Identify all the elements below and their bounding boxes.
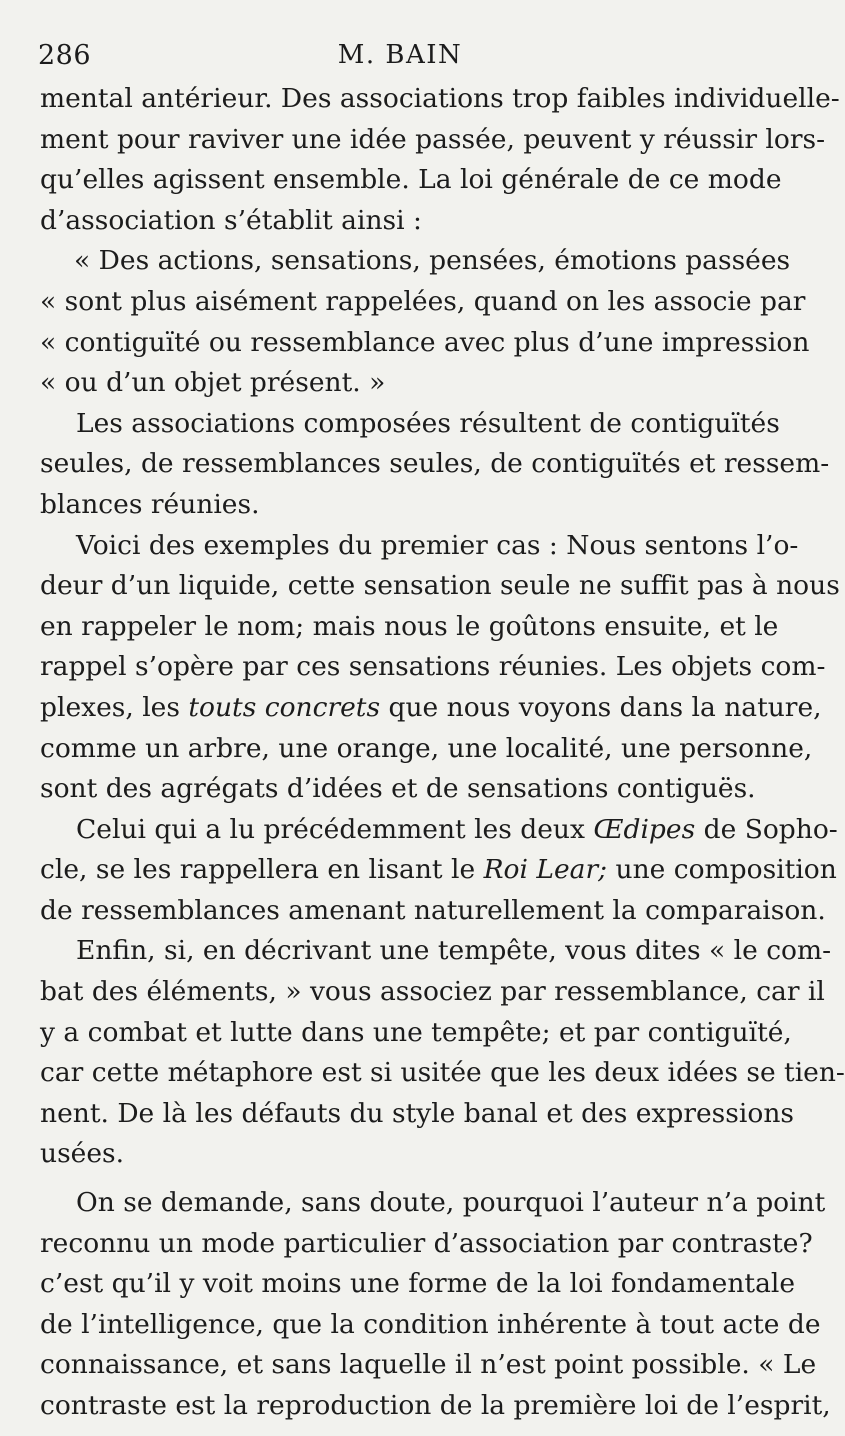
body-text [40, 79, 845, 1427]
text-segment: Celui qui a lu précédemment les deux [76, 813, 585, 845]
text-line: de ressemblances amenant naturellement la comparaison. [40, 894, 826, 926]
text-line: blances réunies. [40, 488, 260, 520]
text-line: en rappeler le nom; mais nous le goûtons ensuite, et le [40, 610, 779, 642]
text-line [40, 688, 822, 729]
text-line: On se demande, sans doute, pourquoi l’auteur n’a point [76, 1187, 826, 1219]
text-line [40, 850, 837, 891]
text-line: Voici des exemples du premier cas : Nous sentons l’o- [76, 529, 799, 561]
italic-title: Œdipes [593, 813, 696, 845]
text-line: y a combat et lutte dans une tempête; et par contiguïté, [40, 1016, 792, 1048]
running-title: M. BAIN [337, 40, 463, 70]
text-line [40, 810, 838, 851]
text-line: rappel s’opère par ces sensations réunies. Les objets com- [40, 651, 826, 683]
text-line: Enfin, si, en décrivant une tempête, vous dites « le com- [76, 935, 832, 967]
text-line: Les associations composées résultent de contiguïtés [76, 407, 780, 439]
text-line: usées. [40, 1138, 125, 1170]
text-line: c’est qu’il y voit moins une forme de la loi fondamentale [40, 1268, 796, 1300]
text-segment: de Sopho- [703, 813, 838, 845]
text-line: de l’intelligence, que la condition inhérente à tout acte de [40, 1308, 821, 1340]
quote-line: « ou d’un objet présent. » [40, 367, 386, 399]
text-line: d’association s’établit ainsi : [40, 204, 422, 236]
text-line: ment pour raviver une idée passée, peuvent y réussir lors- [40, 123, 826, 155]
text-line: reconnu un mode particulier d’association par contraste? [40, 1227, 813, 1259]
quote-line: « contiguïté ou ressemblance avec plus d’une impression [40, 326, 810, 358]
quote-line: « Des actions, sensations, pensées, émotions passées [74, 245, 791, 277]
text-line: deur d’un liquide, cette sensation seule ne suffit pas à nous [40, 570, 840, 602]
text-line: nent. De là les défauts du style banal et des expressions [40, 1097, 794, 1129]
text-line: comme un arbre, une orange, une localité, une personne, [40, 732, 813, 764]
text-line: contraste est la reproduction de la première loi de l’esprit, [40, 1390, 831, 1421]
italic-term: touts concrets [188, 691, 381, 723]
text-line: car cette métaphore est si usitée que les deux idées se tien- [40, 1057, 845, 1089]
text-line: qu’elles agissent ensemble. La loi générale de ce mode [40, 164, 782, 196]
page-number: 286 [38, 40, 92, 71]
italic-title: Roi Lear; [483, 854, 608, 886]
text-segment: que nous voyons dans la nature, [388, 691, 822, 723]
page-header [0, 40, 800, 80]
text-line: seules, de ressemblances seules, de contiguïtés et ressem- [40, 448, 830, 480]
text-line: bat des éléments, » vous associez par ressemblance, car il [40, 976, 825, 1008]
text-segment: plexes, les [40, 691, 180, 723]
paragraph-gap [40, 1175, 768, 1183]
text-line: connaissance, et sans laquelle il n’est point possible. « Le [40, 1349, 817, 1381]
text-line: sont des agrégats d’idées et de sensations contiguës. [40, 773, 756, 805]
quote-line: « sont plus aisément rappelées, quand on les associe par [40, 285, 806, 317]
text-line: mental antérieur. Des associations trop faibles individuelle- [40, 83, 840, 114]
text-segment: cle, se les rappellera en lisant le [40, 854, 476, 886]
text-segment: une composition [615, 854, 837, 886]
